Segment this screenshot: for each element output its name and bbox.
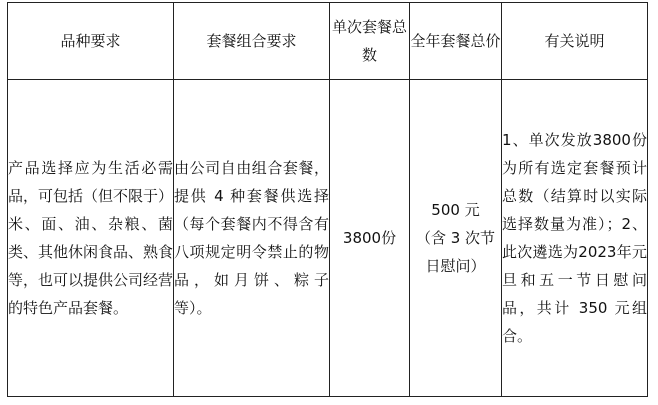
header-price: 全年套餐总价 — [410, 3, 502, 80]
table-row — [8, 80, 648, 397]
cell-notes: 1、单次发放3800份为所有选定套餐预计总数（结算时以实际选择数量为准）；2、此次遴选为2023年元旦和五一节日慰问品，共计 350 元组合。 — [502, 80, 648, 397]
header-count: 单次套餐总数 — [330, 3, 410, 80]
header-variety: 品种要求 — [8, 3, 174, 80]
price-text: 500 元 （含 3 次节日慰问） — [415, 201, 496, 275]
header-combo: 套餐组合要求 — [174, 3, 330, 80]
cell-variety: 产品选择应为生活必需品，可包括（但不限于）米、面、油、杂粮、菌类、其他休闲食品、熟食等，也可以提供公司经营的特色产品套餐。 — [8, 80, 174, 397]
cell-price — [410, 80, 502, 397]
header-notes: 有关说明 — [502, 3, 648, 80]
header-row — [8, 3, 648, 80]
cell-combo: 由公司自由组合套餐，提供 4 种套餐供选择（每个套餐内不得含有八项规定明令禁止的物品，如月饼、粽子等）。 — [174, 80, 330, 397]
requirements-table — [7, 2, 648, 397]
cell-count: 3800份 — [330, 80, 410, 397]
